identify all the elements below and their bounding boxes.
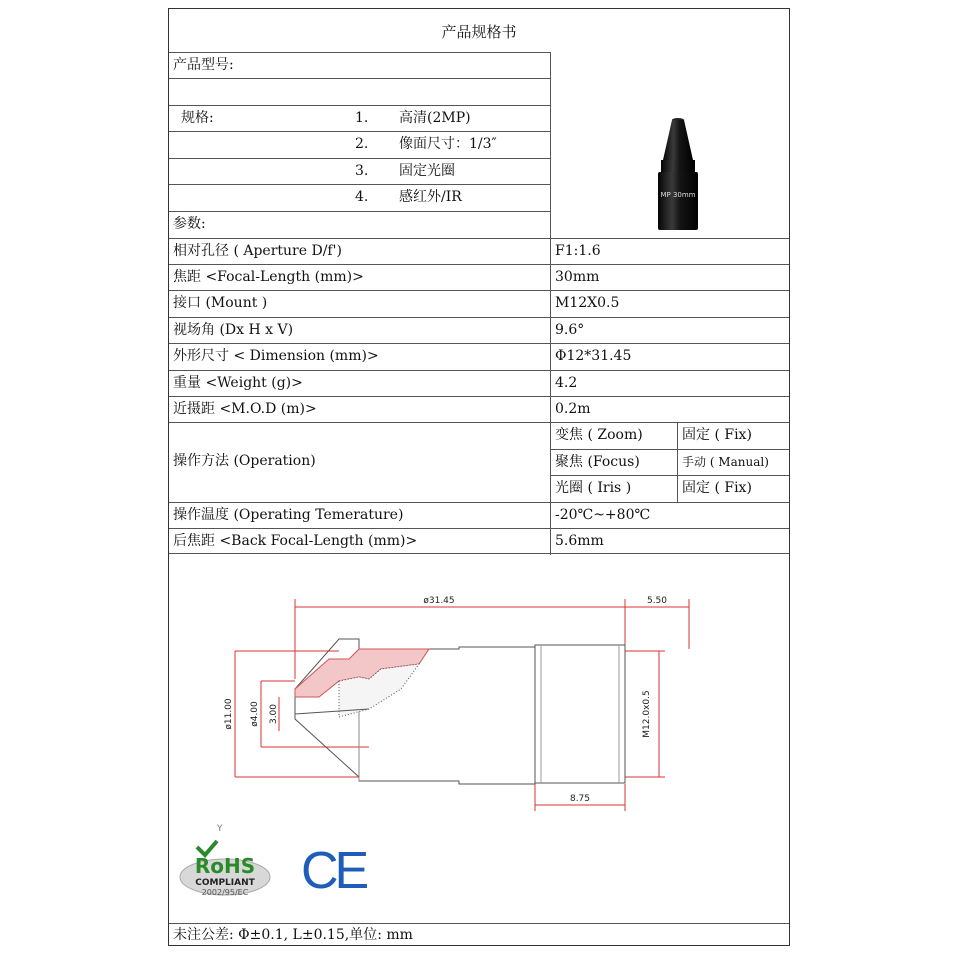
bfl-row (169, 528, 789, 554)
spec-label: 规格: (181, 110, 214, 126)
spec-row (169, 131, 551, 157)
blank-row (169, 78, 551, 104)
spec-text: 感红外/IR (399, 189, 462, 205)
param-row (169, 238, 789, 264)
spec-num: 1. (355, 110, 369, 126)
rohs-code: 2002/95/EC (201, 888, 249, 897)
param-value: 30mm (555, 269, 600, 285)
param-value: 0.2m (555, 401, 591, 417)
spec-text: 固定光圈 (399, 163, 455, 179)
dim-inner-dia: 3.00 (269, 703, 279, 725)
bfl-label: 后焦距 <Back Focal-Length (mm)> (173, 533, 418, 549)
technical-drawing (169, 569, 789, 829)
params-label: 参数: (173, 216, 206, 232)
operation-mode: 固定 ( Fix) (682, 480, 752, 496)
param-value: M12X0.5 (555, 295, 620, 311)
spec-row (169, 105, 551, 131)
param-row (169, 317, 789, 343)
operation-row (551, 475, 789, 501)
operation-mode: 固定 ( Fix) (682, 427, 752, 443)
operation-row (551, 449, 789, 475)
operation-name: 聚焦 (Focus) (555, 454, 640, 470)
spec-row (169, 158, 551, 184)
operation-mode: 手动 ( Manual) (682, 455, 769, 469)
param-row (169, 290, 789, 316)
model-label: 产品型号: (173, 57, 234, 73)
param-row (169, 370, 789, 396)
param-label: 视场角 (Dx H x V) (173, 322, 294, 338)
param-label: 外形尺寸 < Dimension (mm)> (173, 348, 379, 364)
temp-value: -20℃~+80℃ (555, 507, 651, 523)
spec-num: 3. (355, 163, 369, 179)
operation-name: 光圈 ( Iris ) (555, 480, 632, 496)
dim-length: ø31.45 (423, 596, 455, 606)
param-label: 重量 <Weight (g)> (173, 375, 303, 391)
spec-text: 高清(2MP) (399, 110, 471, 126)
dim-flange: 5.50 (646, 596, 668, 606)
operation-name: 变焦 ( Zoom) (555, 427, 643, 443)
param-label: 近摄距 <M.O.D (m)> (173, 401, 317, 417)
operation-label: 操作方法 (Operation) (173, 453, 316, 469)
operation-row (551, 422, 789, 448)
param-value: F1:1.6 (555, 243, 601, 259)
rohs-logo (177, 821, 277, 901)
param-label: 相对孔径 ( Aperture D/f') (173, 243, 342, 259)
spec-sheet (168, 8, 790, 946)
temp-row (169, 502, 789, 528)
ce-logo: CE (301, 842, 366, 900)
param-row (169, 264, 789, 290)
rohs-sub: COMPLIANT (195, 878, 255, 888)
params-header-row (169, 211, 551, 237)
page-title: 产品规格书 (441, 23, 517, 41)
spec-row (169, 184, 551, 210)
dim-thread: M12.0x0.5 (642, 690, 652, 738)
model-row (169, 52, 551, 78)
param-value: Φ12*31.45 (555, 348, 632, 364)
lens-cone (663, 120, 693, 160)
rohs-mark: Y (217, 824, 223, 834)
lens-print: MP 30mm (660, 191, 696, 199)
param-row (169, 343, 789, 369)
param-value: 4.2 (555, 375, 578, 391)
spec-num: 4. (355, 189, 369, 205)
param-row (169, 396, 789, 422)
bfl-value: 5.6mm (555, 533, 604, 549)
dim-thread-length: 8.75 (569, 794, 591, 804)
param-value: 9.6° (555, 322, 585, 338)
rohs-title: RoHS (194, 854, 256, 878)
param-label: 焦距 <Focal-Length (mm)> (173, 269, 364, 285)
temp-label: 操作温度 (Operating Temerature) (173, 507, 404, 523)
dim-outer-dia: ø11.00 (224, 698, 234, 730)
lens-barrel (658, 172, 698, 230)
dim-mid-dia: ø4.00 (250, 701, 260, 727)
footer-note: 未注公差: Φ±0.1, L±0.15,单位: mm (169, 923, 789, 945)
param-label: 接口 (Mount ) (173, 295, 268, 311)
spec-text: 像面尺寸：1/3″ (399, 136, 497, 152)
spec-num: 2. (355, 136, 369, 152)
lens-photo (551, 52, 789, 238)
